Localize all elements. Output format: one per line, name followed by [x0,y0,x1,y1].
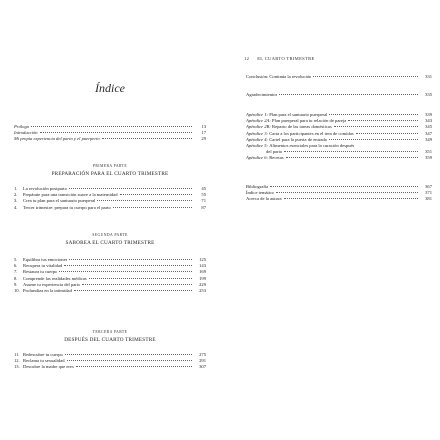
toc-entry-index[interactable]: Índice temático 371 [246,190,432,196]
part-heading-1: PRIMERA PARTE PREPARACIÓN PARA EL CUARTO TRIMESTRE [51,164,169,177]
toc-entry-chapter[interactable]: 8. Comprende las realidades médicas 199 [14,275,206,281]
toc-entry-introduction[interactable]: Introducción 17 [14,130,206,136]
part-2-chapter-list [14,257,206,294]
toc-entry-chapter[interactable]: 4. Tercer trimestre: prepara tu cuerpo para el parto 87 [14,204,206,210]
toc-entry-about-author[interactable]: Acerca de la autora 381 [246,196,432,202]
toc-entry-appendix[interactable]: Apéndice 3: Carta a los participantes en el tren de comidas 347 [246,130,432,136]
toc-entry-appendix[interactable]: Apéndice 5: Alimentos esenciales para la curación después [246,143,355,149]
toc-entry-own-experience[interactable]: Mi propia experiencia del parto y el puerperio 29 [14,136,206,142]
toc-entry-chapter[interactable]: 6. Recupera tu vitalidad 143 [14,263,206,269]
toc-entry-conclusion[interactable]: Conclusión: Continúa la revolución 331 [246,74,432,79]
toc-entry-chapter[interactable]: 12. Reclama tu sexualidad 291 [14,358,206,364]
back-matter-list [246,184,432,203]
running-head: 12 EL CUARTO TRIMESTRE [244,56,315,61]
toc-entry-appendix[interactable]: Apéndice 4: Cartel para la puerta de entrada 349 [246,136,432,142]
front-matter-list [14,124,206,143]
toc-entry-acknowledgements[interactable]: Agradecimientos 335 [246,92,432,98]
toc-entry-appendix[interactable]: Apéndice 2B: Reparto de las tareas domésticas 345 [246,124,432,130]
toc-title: Índice [95,81,125,95]
toc-entry-chapter[interactable]: 9. Asume tu experiencia del parto 229 [14,281,206,287]
toc-entry-chapter[interactable]: 2. Prepárate para una transición suave a la maternidad 55 [14,192,206,198]
part-heading-2: SEGUNDA PARTE SABOREA EL CUARTO TRIMESTRE [65,233,155,246]
toc-entry-chapter[interactable]: 13. Descubre la madre que eres 307 [14,364,206,370]
toc-entry-appendix[interactable]: Apéndice 6: Recetas 359 [246,155,432,161]
toc-entry-prologue[interactable]: Prólogo 13 [14,124,206,129]
toc-entry-chapter[interactable]: 7. Restaura tu cuerpo 169 [14,269,206,275]
toc-entry-chapter[interactable]: 5. Equilibra tus emociones 125 [14,257,206,262]
toc-entry-chapter[interactable]: 1. La revolución postparto 45 [14,186,206,191]
toc-entry-bibliography[interactable]: Bibliografía 367 [246,184,432,189]
toc-entry-chapter[interactable]: 10. Profundiza en la intimidad 253 [14,288,206,294]
toc-entry-chapter[interactable]: 3. Crea tu plan para el santuario puerperal 71 [14,198,206,204]
toc-entry-chapter[interactable]: 11. Redescubre tu cuerpo 275 [14,352,206,357]
toc-entry-appendix-continued[interactable]: del parto 351 [266,149,432,155]
right-page [224,0,440,440]
toc-entry-appendix[interactable]: Apéndice 2A: Plan puerperal para tu relación de pareja 343 [246,118,432,124]
conclusion-list [246,74,432,98]
part-heading-3: TERCERA PARTE DESPUÉS DEL CUARTO TRIMESTRE [64,330,156,343]
toc-entry-appendix[interactable]: Apéndice 1: Plan para el santuario puerperal 339 [246,112,432,117]
part-1-chapter-list [14,186,206,211]
part-3-chapter-list [14,352,206,371]
appendix-list [246,112,432,162]
